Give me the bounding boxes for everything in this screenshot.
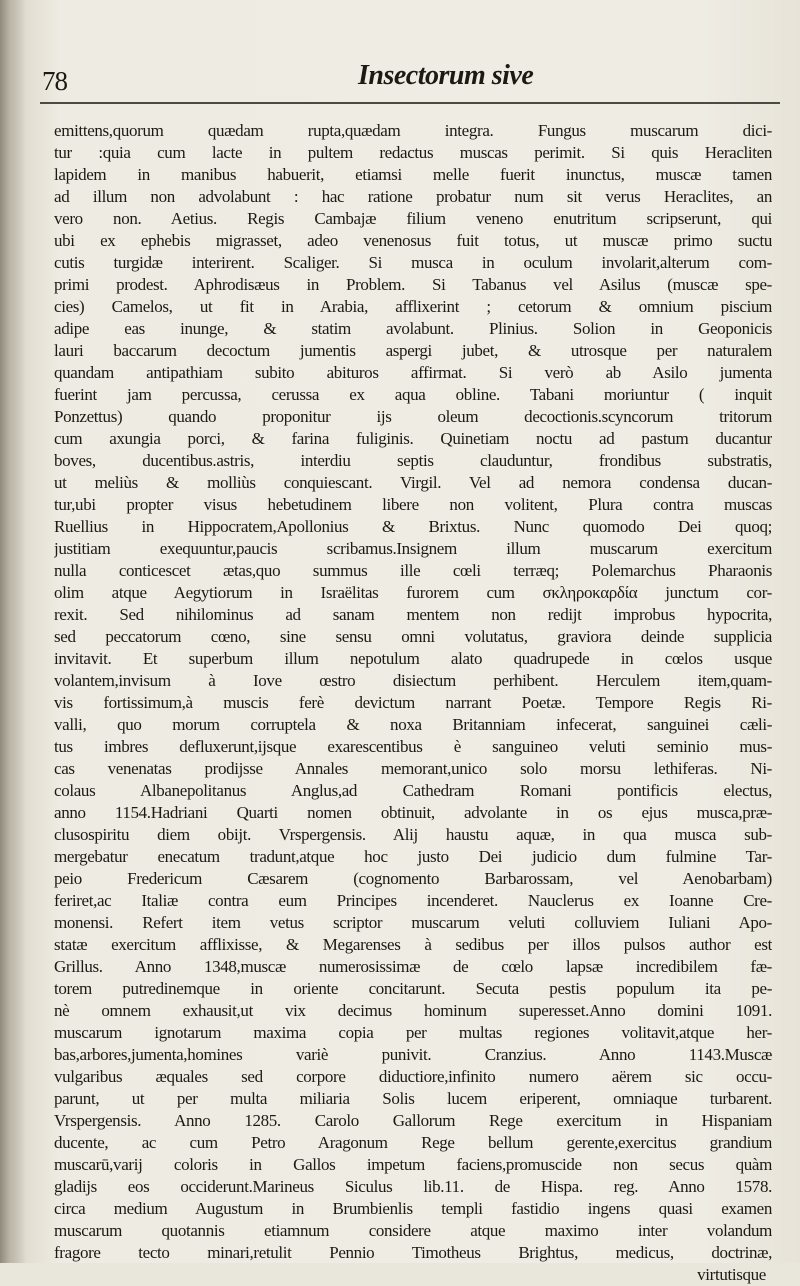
page-header [38, 60, 778, 104]
text-line: torem putredinemque in oriente concitarunt. Secuta pestis populum ita pe- [54, 979, 772, 998]
text-line: vis fortissimum,à muscis ferè devictum narrant Poetæ. Tempore Regis Ri- [54, 693, 772, 712]
text-line: Ponzettus) quando proponitur ijs oleum decoctionis.scyncorum tritorum [54, 407, 772, 426]
text-line: monensi. Refert item vetus scriptor muscarum veluti colluviem Iuliani Apo- [54, 913, 772, 932]
text-line: nulla conticescet ætas,quo summus ille cœli terræq; Polemarchus Pharaonis [54, 561, 772, 580]
text-line: circa medium Augustum in Brumbienlis templi fastidio ingens quasi examen [54, 1199, 772, 1218]
header-rule [40, 102, 780, 104]
text-line: virtutisque [697, 1265, 766, 1284]
text-line: volantem,invisum à Iove œstro disiectum perhibent. Herculem item,quam- [54, 671, 772, 690]
text-line: colaus Albanepolitanus Anglus,ad Cathedram Romani pontificis electus, [54, 781, 772, 800]
text-line: rexit. Sed nihilominus ad sanam mentem non redijt improbus hypocrita, [54, 605, 772, 624]
text-line: primi prodest. Aphrodisæus in Problem. Si Tabanus vel Asilus (muscæ spe- [54, 275, 772, 294]
text-line: mergebatur enecatum tradunt,atque hoc justo Dei judicio dum fulmine Tar- [54, 847, 772, 866]
text-line: Ruellius in Hippocratem,Apollonius & Brixtus. Nunc quomodo Dei quoq; [54, 517, 772, 536]
text-line: tur :quia cum lacte in pultem redactus muscas perimit. Si quis Heracliten [54, 143, 772, 162]
text-line: vero non. Aetius. Regis Cambajæ filium veneno enutritum scripserunt, qui [54, 209, 772, 228]
text-line: clusospiritu diem obijt. Vrspergensis. Alij haustu aquæ, in qua musca sub- [54, 825, 772, 844]
text-line: tus imbres defluxerunt,ijsque exarescentibus è sanguineo veluti seminio mus- [54, 737, 772, 756]
text-line: statæ exercitum afflixisse, & Megarenses à sedibus per illos pulsos author est [54, 935, 772, 954]
text-line: ut meliùs & molliùs conquiescant. Virgil. Vel ad nemora condensa ducan- [54, 473, 772, 492]
text-line: justitiam exequuntur,paucis scribamus.Insignem illum muscarum exercitum [54, 539, 772, 558]
text-line: valli, quo morum corruptela & noxa Britanniam infecerat, sanguinei cæli- [54, 715, 772, 734]
text-line: invitavit. Et superbum illum nepotulum alato quadrupede in cœlos usque [54, 649, 772, 668]
text-line: muscarum quotannis etiamnum considere atque maximo inter volandum [54, 1221, 772, 1240]
text-line: fuerint jam percussa, cerussa ex aqua obline. Tabani moriuntur ( inquit [54, 385, 772, 404]
text-line: bas,arbores,jumenta,homines variè punivit. Cranzius. Anno 1143.Muscæ [54, 1045, 772, 1064]
text-line: cies) Camelos, ut fit in Arabia, afflixerint ; cetorum & omnium piscium [54, 297, 772, 316]
text-line: ducente, ac cum Petro Aragonum Rege bellum gerente,exercitus grandium [54, 1133, 772, 1152]
text-line: tur,ubi propter visus hebetudinem libere non volitent, Plura contra muscas [54, 495, 772, 514]
text-line: parunt, ut per multa miliaria Solis lucem eriperent, omniaque turbarent. [54, 1089, 772, 1108]
body-text [54, 120, 772, 1286]
text-line: adipe eas inunge, & statim avolabunt. Plinius. Solion in Geoponicis [54, 319, 772, 338]
text-line: Vrspergensis. Anno 1285. Carolo Gallorum Rege exercitum in Hispaniam [54, 1111, 772, 1130]
text-line: emittens,quorum quædam rupta,quædam integra. Fungus muscarum dici- [54, 121, 772, 140]
text-line: anno 1154.Hadriani Quarti nomen obtinuit, advolante in os ejus musca,præ- [54, 803, 772, 822]
text-line: ad illum non advolabunt : hac ratione probatur num sit verus Heraclites, an [54, 187, 772, 206]
text-line: cutis turgidæ interirent. Scaliger. Si musca in oculum involarit,alterum com- [54, 253, 772, 272]
text-line: lauri baccarum decoctum jumentis aspergi jubet, & utrosque per naturalem [54, 341, 772, 360]
text-line: nè omnem exhausit,ut vix decimus hominum superesset.Anno domini 1091. [54, 1001, 772, 1020]
text-line: muscarum ignotarum maxima copia per multas regiones volitavit,atque her- [54, 1023, 772, 1042]
text-line: gladijs eos occiderunt.Marineus Siculus lib.11. de Hispa. reg. Anno 1578. [54, 1177, 772, 1196]
text-line: muscarū,varij coloris in Gallos impetum faciens,promuscide non secus quàm [54, 1155, 772, 1174]
text-line: Grillus. Anno 1348,muscæ numerosissimæ de cœlo lapsæ incredibilem fæ- [54, 957, 772, 976]
text-line: sed peccatorum cœno, sine sensu omni volutatus, graviora deinde supplicia [54, 627, 772, 646]
running-title: Insectorum sive [358, 60, 534, 91]
text-line: cum axungia porci, & farina fuliginis. Quinetiam noctu ad pastum ducantur [54, 429, 772, 448]
text-line: ubi ex ephebis migrasset, adeo venenosus fuit totus, ut muscæ primo suctu [54, 231, 772, 250]
text-line: peio Fredericum Cæsarem (cognomento Barbarossam, vel Aenobarbam) [54, 869, 772, 888]
text-line: fragore tecto minari,retulit Pennio Timotheus Brightus, medicus, doctrinæ, [54, 1243, 772, 1262]
text-line: olim atque Aegytiorum in Israëlitas furorem cum σκληροκαρδία junctum cor- [54, 583, 772, 602]
page-number: 78 [42, 66, 67, 96]
text-line: quandam antipathiam subito abituros affirmat. Si verò ab Asilo jumenta [54, 363, 772, 382]
text-line: lapidem in manibus habuerit, etiamsi melle fuerit inunctus, muscæ tamen [54, 165, 772, 184]
text-line: feriret,ac Italiæ contra eum Principes incenderet. Nauclerus ex Ioanne Cre- [54, 891, 772, 910]
text-line: vulgaribus æquales sed corpore diductiore,infinito numero aërem sic occu- [54, 1067, 772, 1086]
binding-shadow [0, 0, 26, 1263]
text-line: boves, ducentibus.astris, interdiu septis clauduntur, frondibus substratis, [54, 451, 772, 470]
text-line: cas venenatas prodijsse Annales memorant,unico solo morsu lethiferas. Ni- [54, 759, 772, 778]
